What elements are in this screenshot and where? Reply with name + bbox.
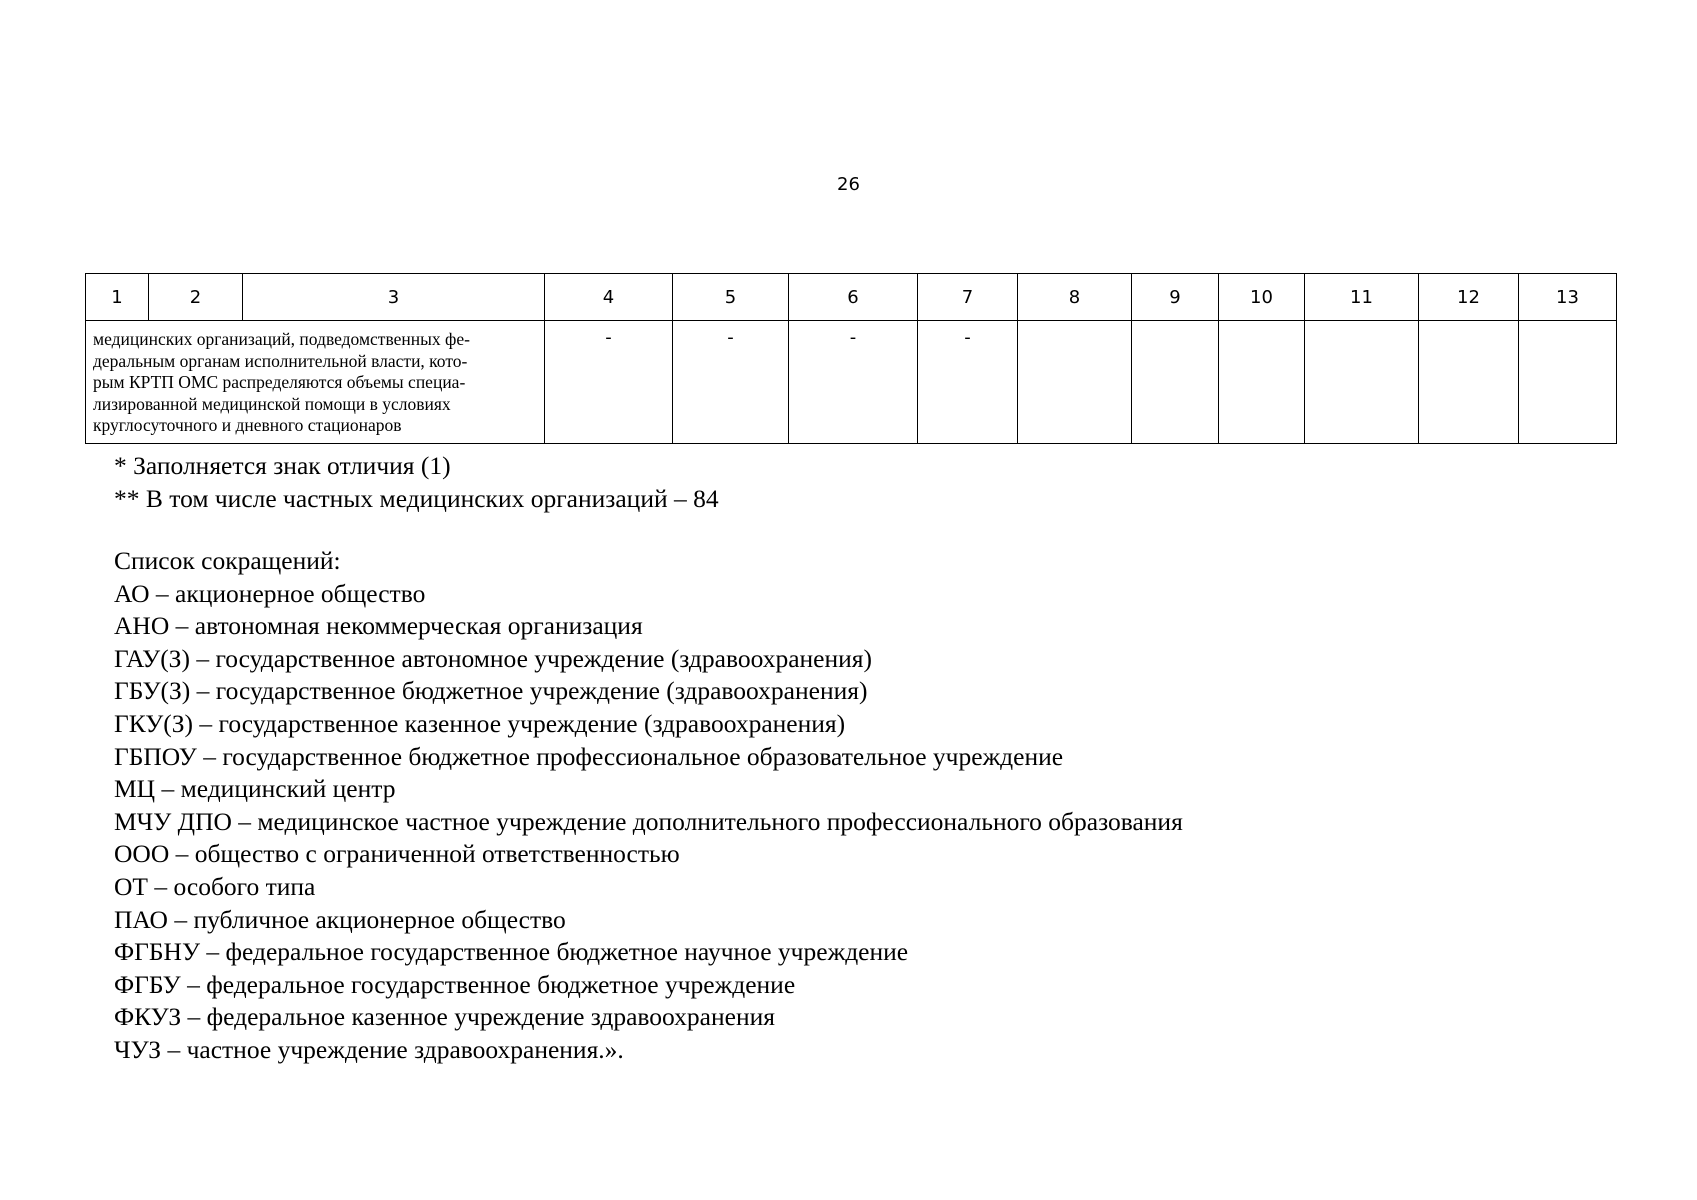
page-number: 26 xyxy=(837,174,860,195)
abbreviation-item: АО – акционерное общество xyxy=(114,578,426,608)
abbreviations-list xyxy=(114,545,1183,1067)
abbreviation-item: ФГБНУ – федеральное государственное бюджетное научное учреждение xyxy=(114,937,909,967)
data-table xyxy=(85,273,1617,444)
table-header-row xyxy=(86,274,1617,321)
abbreviation-item: АНО – автономная некоммерческая организация xyxy=(114,611,643,641)
abbreviation-item: ФГБУ – федеральное государственное бюджетное учреждение xyxy=(114,969,796,999)
column-header: 11 xyxy=(1305,274,1419,321)
abbreviation-item: ГБПОУ – государственное бюджетное профессиональное образовательное учреждение xyxy=(114,741,1064,771)
cell-col8 xyxy=(1018,321,1132,444)
abbreviation-item: ГБУ(З) – государственное бюджетное учреждение (здравоохранения) xyxy=(114,676,868,706)
column-header: 1 xyxy=(86,274,149,321)
cell-col12 xyxy=(1419,321,1519,444)
row-description-cell xyxy=(86,321,545,444)
footnotes xyxy=(114,450,719,515)
abbreviations-title: Список сокращений: xyxy=(114,546,341,575)
abbreviation-item: ООО – общество с ограниченной ответственностью xyxy=(114,839,680,869)
column-header: 6 xyxy=(789,274,918,321)
cell-col9 xyxy=(1132,321,1219,444)
description-line: деральным органам исполнительной власти, кото- xyxy=(93,350,468,371)
description-line: круглосуточного и дневного стационаров xyxy=(93,415,402,435)
column-header: 3 xyxy=(243,274,545,321)
column-header: 8 xyxy=(1018,274,1132,321)
column-header: 12 xyxy=(1419,274,1519,321)
cell-col5: - xyxy=(673,321,789,444)
column-header: 10 xyxy=(1219,274,1305,321)
abbreviation-item: ЧУЗ – частное учреждение здравоохранения.». xyxy=(114,1034,624,1064)
column-header: 7 xyxy=(918,274,1018,321)
column-header: 13 xyxy=(1519,274,1617,321)
abbreviation-item: МЧУ ДПО – медицинское частное учреждение дополнительного профессионального образования xyxy=(114,806,1183,836)
description-line: медицинских организаций, подведомственных фе- xyxy=(93,329,470,349)
abbreviation-item: МЦ – медицинский центр xyxy=(114,774,396,804)
column-header: 9 xyxy=(1132,274,1219,321)
abbreviation-item: ПАО – публичное акционерное общество xyxy=(114,904,566,934)
description-line: лизированной медицинской помощи в условиях xyxy=(93,393,451,414)
footnote: ** В том числе частных медицинских организаций – 84 xyxy=(114,483,719,513)
abbreviation-item: ОТ – особого типа xyxy=(114,871,316,901)
column-header: 5 xyxy=(673,274,789,321)
description-line: рым КРТП ОМС распределяются объемы специа- xyxy=(93,372,466,392)
cell-col13 xyxy=(1519,321,1617,444)
footnote: * Заполняется знак отличия (1) xyxy=(114,451,451,480)
abbreviation-item: ФКУЗ – федеральное казенное учреждение здравоохранения xyxy=(114,1002,775,1032)
column-header: 4 xyxy=(545,274,673,321)
column-header: 2 xyxy=(149,274,243,321)
table-row xyxy=(86,321,1617,444)
abbreviation-item: ГАУ(З) – государственное автономное учреждение (здравоохранения) xyxy=(114,643,872,673)
cell-col4: - xyxy=(545,321,673,444)
abbreviation-item: ГКУ(З) – государственное казенное учреждение (здравоохранения) xyxy=(114,708,846,738)
cell-col11 xyxy=(1305,321,1419,444)
cell-col6: - xyxy=(789,321,918,444)
cell-col7: - xyxy=(918,321,1018,444)
cell-col10 xyxy=(1219,321,1305,444)
